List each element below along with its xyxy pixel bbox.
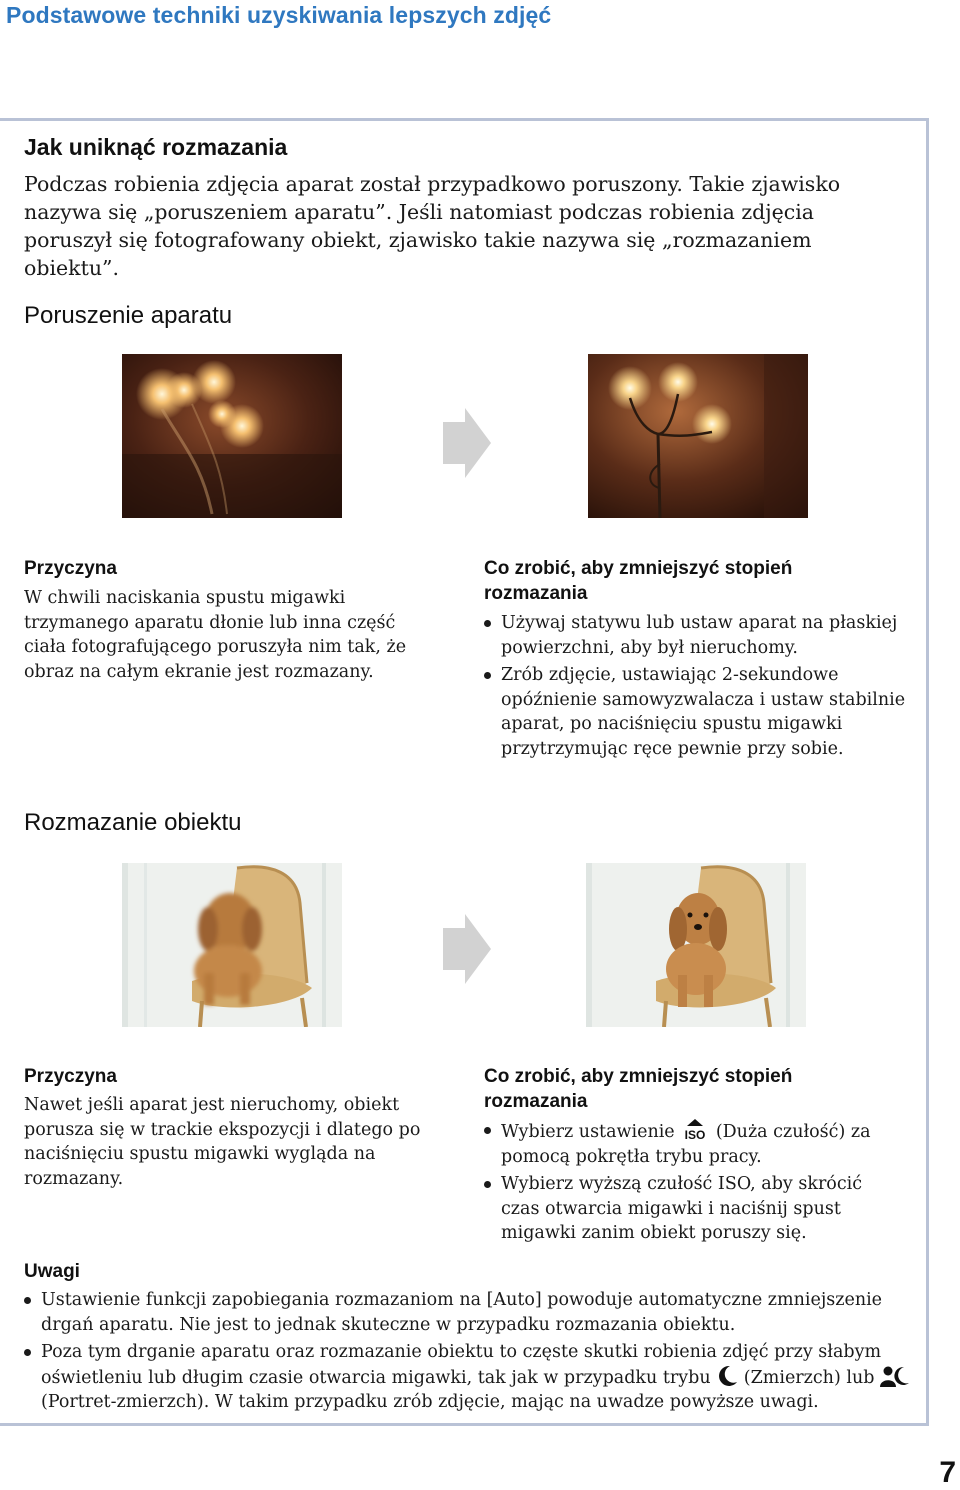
twilight-portrait-icon xyxy=(880,1365,910,1387)
note-text-mid: (Zmierzch) lub xyxy=(743,1367,875,1388)
fix-item-text-post: (Duża czułość) za pomocą pokrętła trybu pracy. xyxy=(501,1122,871,1167)
subject-blur-fix-list xyxy=(484,1118,904,1249)
sharp-lamp-photo xyxy=(588,354,808,518)
twilight-moon-icon xyxy=(716,1365,738,1387)
list-item xyxy=(24,1340,914,1415)
subject-blur-title: Rozmazanie obiektu xyxy=(24,809,242,836)
high-sensitivity-iso-icon xyxy=(680,1118,710,1140)
section-title: Jak uniknąć rozmazania xyxy=(24,134,288,160)
right-arrow-icon xyxy=(443,408,493,478)
note-text-pre: Poza tym drganie aparatu oraz rozmazanie obiektu to częste skutki robienia zdjęć przy słabym oświetleniu lub długim czasie otwarcia migawki, tak jak w przypadku trybu xyxy=(41,1342,882,1388)
list-item: Ustawienie funkcji zapobiegania rozmazaniom na [Auto] powoduje automatyczne zmniejszenie drgań aparatu. Nie jest to jednak skuteczne w przypadku rozmazania obiektu. xyxy=(24,1288,914,1337)
notes-title: Uwagi xyxy=(24,1261,80,1282)
note-text-post: (Portret-zmierzch). W takim przypadku zrób zdjęcie, mając na uwadze powyższe uwagi. xyxy=(41,1392,819,1412)
subject-blur-cause-text: Nawet jeśli aparat jest nieruchomy, obiekt porusza się w trackie ekspozycji i dlatego po naciśnięciu spustu migawki wygląda na rozmazany. xyxy=(24,1095,421,1189)
list-item xyxy=(484,1118,904,1169)
camera-shake-title: Poruszenie aparatu xyxy=(24,302,233,329)
right-arrow-icon xyxy=(443,914,493,984)
subject-blur-fix-title: Co zrobić, aby zmniejszyć stopień rozmazania xyxy=(484,1066,793,1112)
list-item: Wybierz wyższą czułość ISO, aby skrócić czas otwarcia migawki i naciśnij spust migawki zanim obiekt poruszy się. xyxy=(484,1172,904,1246)
notes-list xyxy=(24,1288,914,1418)
page-number: 7 xyxy=(939,1456,956,1489)
sharp-dog-photo xyxy=(586,863,806,1027)
subject-blur-cause-title: Przyczyna xyxy=(24,1066,117,1087)
camera-shake-fix-title: Co zrobić, aby zmniejszyć stopień rozmazania xyxy=(484,558,793,604)
fix-item-text-pre: Wybierz ustawienie xyxy=(501,1122,675,1142)
blurred-dog-photo xyxy=(122,863,342,1027)
camera-shake-fix-list xyxy=(484,611,914,764)
camera-shake-cause-text: W chwili naciskania spustu migawki trzymanego aparatu dłonie lub inna część ciała fotografującego poruszyła nim tak, że obraz na całym ekranie jest rozmazany. xyxy=(24,588,407,682)
section-intro: Podczas robienia zdjęcia aparat został przypadkowo poruszony. Takie zjawisko nazywa się „poruszeniem aparatu”. Jeśli natomiast podczas robienia zdjęcia poruszył się fotografowany obiekt, zjawisko takie nazywa się „rozmazaniem obiektu”. xyxy=(24,172,841,280)
camera-shake-cause-title: Przyczyna xyxy=(24,558,117,579)
list-item: Używaj statywu lub ustaw aparat na płaskiej powierzchni, aby był nieruchomy. xyxy=(484,611,914,660)
list-item: Zrób zdjęcie, ustawiając 2-sekundowe opóźnienie samowyzwalacza i ustaw stabilnie aparat, po naciśnięciu spustu migawki przytrzymując ręce pewnie przy sobie. xyxy=(484,663,914,761)
svg-text:ISO: ISO xyxy=(684,1128,706,1140)
blurred-lamp-photo xyxy=(122,354,342,518)
page-header-title: Podstawowe techniki uzyskiwania lepszych zdjęć xyxy=(6,2,552,28)
